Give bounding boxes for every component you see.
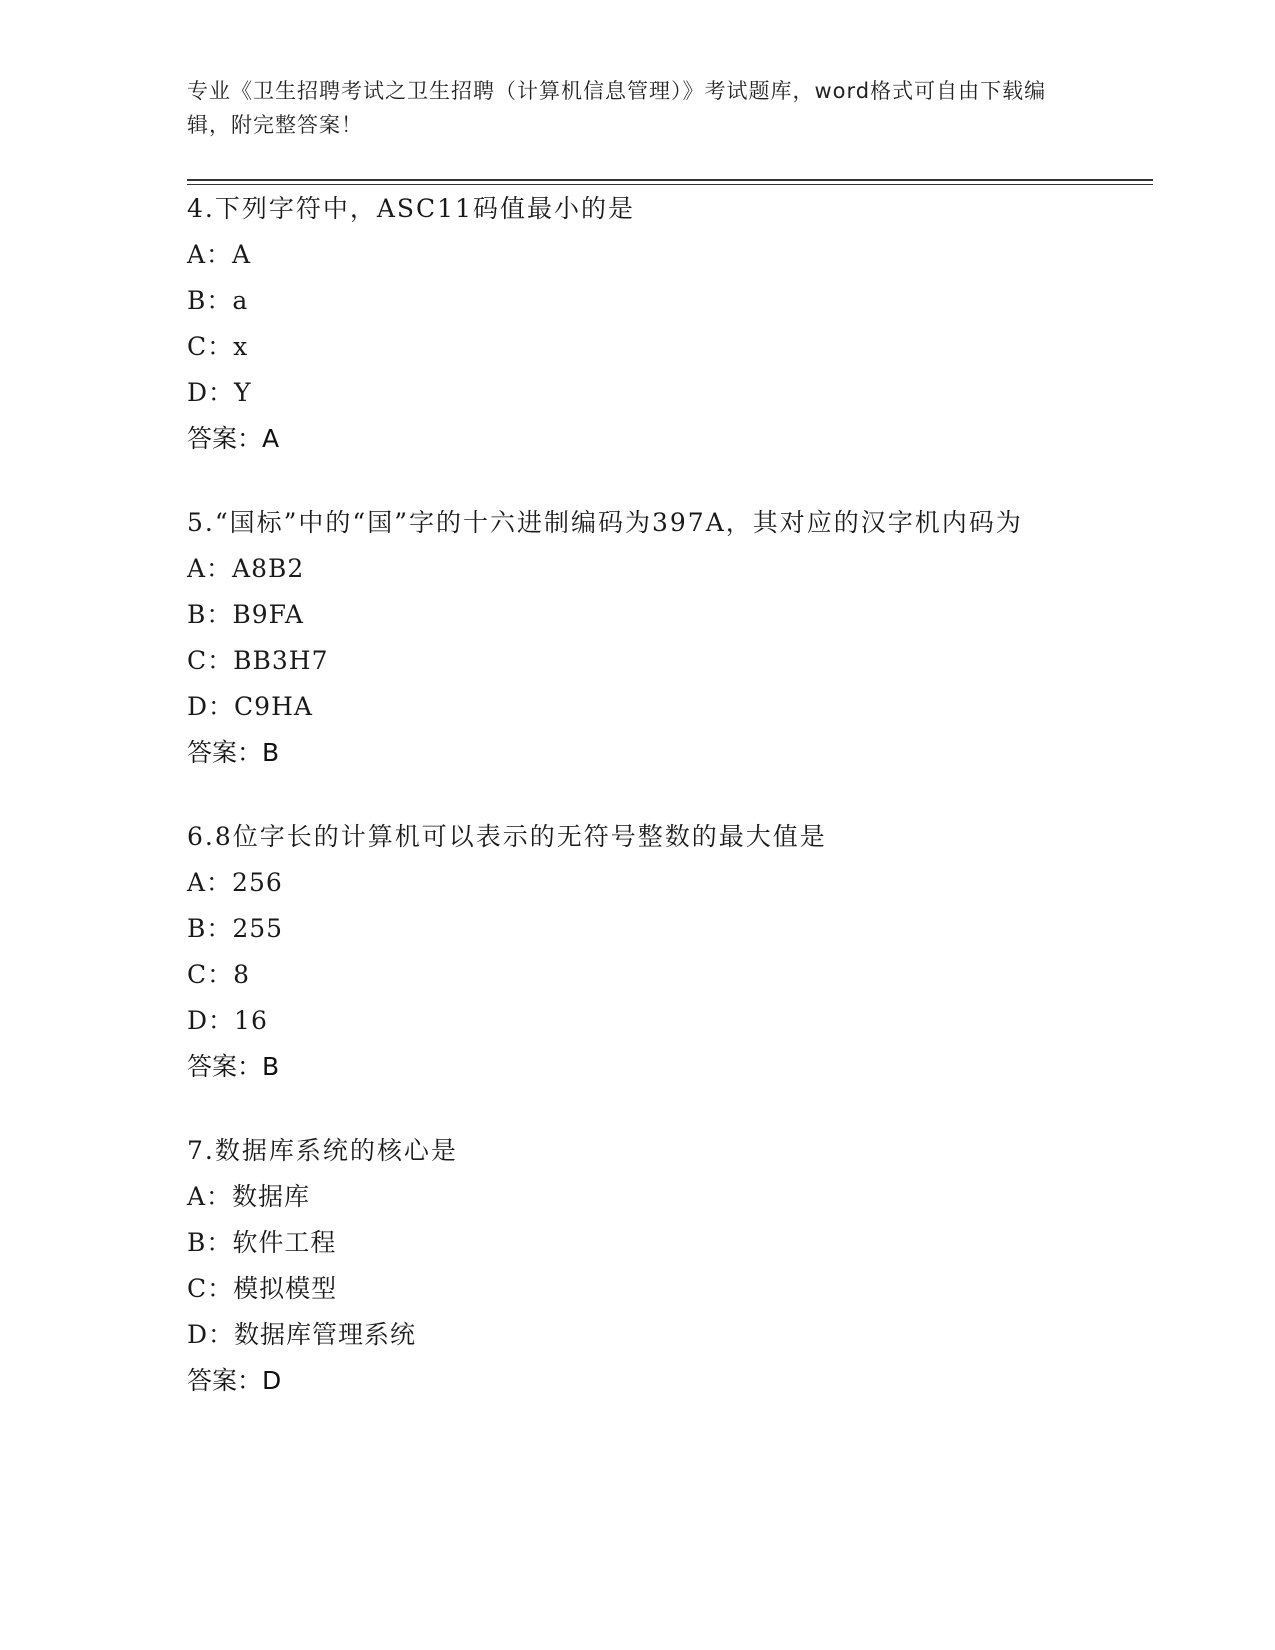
option-b: B：a — [187, 286, 249, 315]
option-d: D：C9HA — [187, 692, 313, 721]
answer-line: 答案：A — [187, 424, 280, 453]
header-divider-thin — [187, 184, 1153, 185]
question-7 — [187, 1128, 1087, 1404]
document-header: 专业《卫生招聘考试之卫生招聘（计算机信息管理）》考试题库，word格式可自由下载编辑，附完整答案！ — [187, 79, 1047, 137]
option-a: A：数据库 — [187, 1182, 311, 1211]
question-5 — [187, 500, 1087, 776]
option-a: A：256 — [187, 868, 283, 897]
option-b: B：B9FA — [187, 600, 304, 629]
header-divider-thick — [187, 179, 1153, 181]
option-d: D：16 — [187, 1006, 268, 1035]
option-b: B：软件工程 — [187, 1228, 337, 1257]
question-stem: 7.数据库系统的核心是 — [187, 1136, 458, 1165]
question-6 — [187, 814, 1087, 1090]
question-list — [187, 186, 1087, 1442]
question-4 — [187, 186, 1087, 462]
option-c: C：BB3H7 — [187, 646, 329, 675]
option-a: A：A — [187, 240, 252, 269]
question-stem: 6.8位字长的计算机可以表示的无符号整数的最大值是 — [187, 822, 827, 851]
question-stem: 5.“国标”中的“国”字的十六进制编码为397A，其对应的汉字机内码为 — [187, 508, 1023, 537]
option-d: D：Y — [187, 378, 252, 407]
answer-line: 答案：B — [187, 1052, 280, 1081]
question-stem: 4.下列字符中，ASC11码值最小的是 — [187, 194, 635, 223]
answer-line: 答案：D — [187, 1366, 282, 1395]
option-c: C：模拟模型 — [187, 1274, 338, 1303]
option-b: B：255 — [187, 914, 284, 943]
option-d: D：数据库管理系统 — [187, 1320, 417, 1349]
answer-line: 答案：B — [187, 738, 280, 767]
option-a: A：A8B2 — [187, 554, 305, 583]
option-c: C：8 — [187, 960, 251, 989]
option-c: C：x — [187, 332, 249, 361]
